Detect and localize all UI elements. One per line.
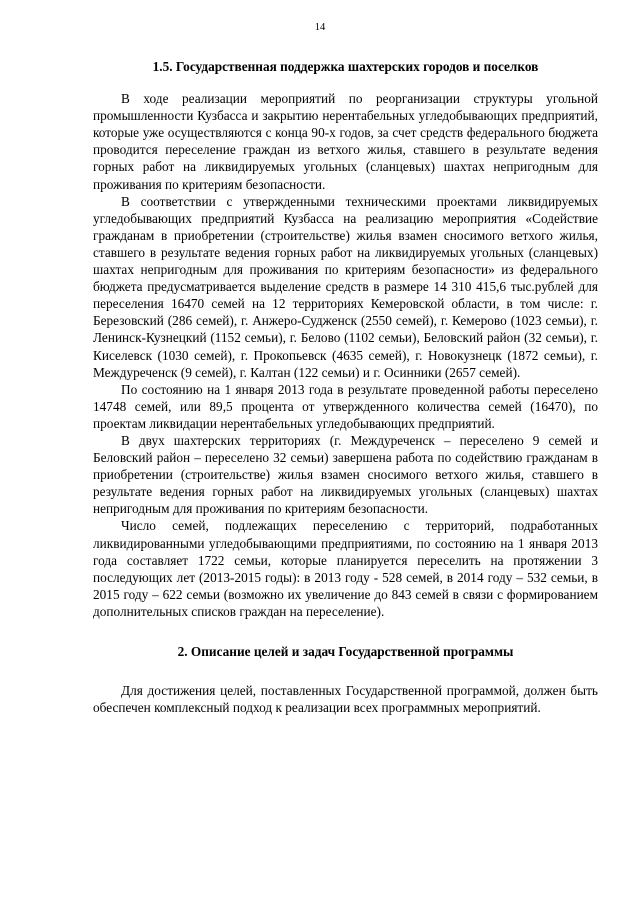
- page-number: 14: [314, 22, 326, 33]
- section-heading-state-support: 1.5. Государственная поддержка шахтерских городов и поселков: [152, 59, 539, 74]
- paragraph-completed-territories: В двух шахтерских территориях (г. Междуреченск – переселено 9 семей и Беловский район – переселено 32 семьи) завершена работа по содействию гражданам в приобретении (строительстве) жилья взамен сносимого ветхого жилья, ставшего в результате ведения горных работ на ликвидируемых угольных (сланцевых) шахтах непригодным для проживания по критериям безопасности.: [93, 432, 598, 517]
- paragraph-resettlement-status: По состоянию на 1 января 2013 года в результате проведенной работы переселено 14748 семей, или 89,5 процента от утвержденного количества семей (16470), по проектам ликвидации нерентабельных угледобывающих предприятий.: [93, 381, 598, 431]
- page-content: [93, 58, 598, 716]
- paragraph-remaining-families: Число семей, подлежащих переселению с территорий, подработанных ликвидированными угледобывающими предприятиями, по состоянию на 1 января 2013 года составляет 1722 семьи, которые планируется переселить на протяжении 3 последующих лет (2013-2015 годы): в 2013 году - 528 семей, в 2014 году – 532 семьи, в 2015 году – 622 семьи (возможно их увеличение до 843 семей в связи с формированием дополнительных списков граждан на переселение).: [93, 518, 598, 619]
- section-heading-goals: 2. Описание целей и задач Государственной программы: [177, 644, 514, 659]
- paragraph-goals-approach: Для достижения целей, поставленных Государственной программой, должен быть обеспечен комплексный подход к реализации всех программных мероприятий.: [93, 683, 598, 716]
- paragraph-funding-allocation: В соответствии с утвержденными техническими проектами ликвидируемых угледобывающих предприятий Кузбасса на реализацию мероприятия «Содействие гражданам в приобретении (строительстве) жилья взамен сносимого ветхого жилья, ставшего в результате ведения горных работ на ликвидируемых угольных (сланцевых) шахтах непригодным для проживания по критериям безопасности» из федерального бюджета предусматривается выделение средств в размере 14 310 415,6 тыс.рублей для переселения 16470 семей на 12 территориях Кемеровской области, в том числе: г. Березовский (286 семей), г. Анжеро-Судженск (2550 семей), г. Кемерово (1023 семьи), г. Ленинск-Кузнецкий (1152 семьи), г. Белово (1102 семьи), Беловский район (32 семьи), г. Киселевск (1030 семей), г. Прокопьевск (4635 семей), г. Новокузнецк (1872 семьи), г. Междуреченск (9 семей), г. Калтан (122 семьи) и г. Осинники (2657 семей).: [93, 193, 598, 380]
- paragraph-resettlement-intro: В ходе реализации мероприятий по реорганизации структуры угольной промышленности Кузбасса и закрытию нерентабельных угледобывающих предприятий, которые уже осуществляются с конца 90-х годов, за счет средств федерального бюджета проводится переселение граждан из ветхого жилья, ставшего в результате ведения горных работ на ликвидируемых угольных (сланцевых) шахтах непригодным для проживания по критериям безопасности.: [93, 91, 598, 192]
